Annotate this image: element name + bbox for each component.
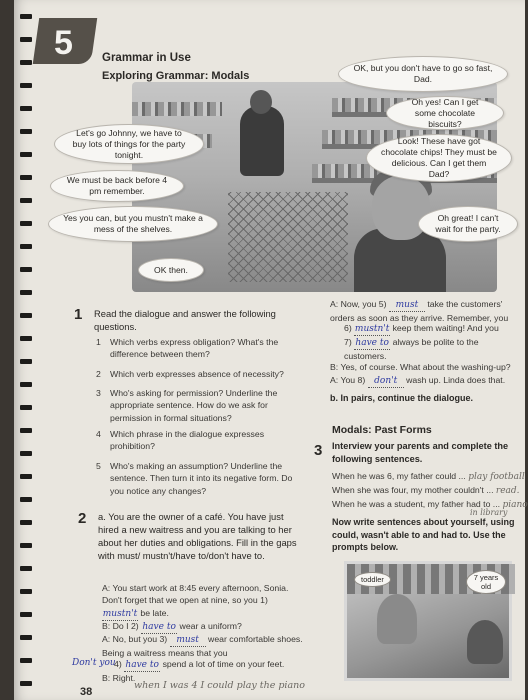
- binding-ring: [20, 244, 32, 249]
- exercise-3-number: 3: [314, 442, 323, 459]
- binding-ring: [20, 612, 32, 617]
- dialogue-line: A: No, but you 3) must wear comfortable shoes. Being a waitress means that you: [102, 634, 303, 659]
- binding-ring: [20, 290, 32, 295]
- sentence-line: When he was 6, my father could ... play football: [332, 471, 525, 482]
- binding-ring: [20, 267, 32, 272]
- exercise-2-number: 2: [78, 510, 87, 527]
- page-number: 38: [80, 686, 93, 698]
- answer-5[interactable]: must: [389, 299, 425, 312]
- exercise-1-instruction: Read the dialogue and answer the following questions.: [94, 308, 276, 332]
- dialogue-line: B: Yes, of course. What about the washing-up?: [330, 362, 511, 372]
- binding-ring: [20, 152, 32, 157]
- binding-ring: [20, 106, 32, 111]
- speech-bubble: We must be back before 4 pm remember.: [50, 170, 184, 202]
- speech-bubble: Oh great! I can't wait for the party.: [418, 206, 518, 242]
- dialogue-line: B: Right.: [102, 673, 136, 683]
- binding-ring: [20, 382, 32, 387]
- dialogue-line: A: You 8) don't wash up. Linda does that.: [330, 374, 520, 388]
- speech-bubble: Look! These have got chocolate chips! They must be delicious. Can I get them Dad?: [366, 134, 512, 182]
- binding-ring: [20, 405, 32, 410]
- answer-6[interactable]: mustn't: [354, 323, 390, 336]
- speech-bubble: Let's go Johnny, we have to buy lots of things for the party tonight.: [54, 124, 204, 164]
- margin-pencil-note: in library: [470, 508, 508, 517]
- binding-ring: [20, 14, 32, 19]
- exercise-2-instruction: a. You are the owner of a café. You have just hired a new waitress and you are talking to her about her duties and obligations. Fill in the gaps with must/ mustn't/have to/don't have to.: [98, 511, 297, 561]
- binding-ring: [20, 451, 32, 456]
- modals-heading: Modals: Past Forms: [332, 424, 432, 436]
- binding-ring: [20, 175, 32, 180]
- sentence-line: When he was a student, my father had to ... piano: [332, 499, 528, 510]
- pair-instruction: b. In pairs, continue the dialogue.: [330, 393, 474, 403]
- answer-2[interactable]: have to: [141, 621, 177, 634]
- binding-ring: [20, 681, 32, 686]
- binding-ring: [20, 474, 32, 479]
- section-title: Grammar in Use: [102, 52, 191, 64]
- binding-ring: [20, 313, 32, 318]
- textbook-page: [14, 0, 528, 700]
- shopping-cart: [228, 192, 348, 282]
- binding-ring: [20, 336, 32, 341]
- question-item: 5 Who's making an assumption? Underline the sentence. Then turn it into its negative form. Do you notice any changes?: [96, 461, 293, 496]
- answer-1[interactable]: mustn't: [102, 608, 138, 621]
- question-item: 3 Who's asking for permission? Underline the appropriate sentence. How do we ask for permission in formal situations?: [96, 388, 278, 423]
- dialogue-line: 6) mustn't keep them waiting! And you: [344, 322, 520, 336]
- section-subtitle: Exploring Grammar: Modals: [102, 70, 250, 82]
- dialogue-line: A: Now, you 5) must take the customers' orders as soon as they arrive. Remember, you: [330, 299, 509, 324]
- dialogue-line: 4) have to spend a lot of time on your feet.: [114, 658, 306, 672]
- binding-ring: [20, 589, 32, 594]
- photo-tag: toddler: [354, 572, 391, 587]
- binding-ring: [20, 428, 32, 433]
- sentence-line: When she was four, my mother couldn't ... read.: [332, 485, 520, 496]
- photo-tag: 7 years old: [466, 570, 506, 594]
- binding-ring: [20, 566, 32, 571]
- answer-4[interactable]: have to: [124, 659, 160, 672]
- answer-8[interactable]: don't: [368, 375, 404, 388]
- binding-ring: [20, 60, 32, 65]
- binding-ring: [20, 520, 32, 525]
- dialogue-line: 7) have to always be polite to the customers.: [344, 337, 479, 362]
- binding-ring: [20, 129, 32, 134]
- question-item: 1 Which verbs express obligation? What's the difference between them?: [96, 337, 279, 360]
- unit-number: 5: [54, 24, 73, 62]
- exercise-1-number: 1: [74, 306, 83, 323]
- margin-note: Don't you: [72, 658, 116, 668]
- binding-ring: [20, 221, 32, 226]
- answer-3[interactable]: must: [170, 634, 206, 647]
- speech-bubble: OK then.: [138, 258, 204, 282]
- dialogue-line: B: Do I 2) have to wear a uniform?: [102, 620, 306, 634]
- question-item: 2 Which verb expresses absence of necessity?: [96, 369, 284, 379]
- question-item: 4 Which phrase in the dialogue expresses prohibition?: [96, 429, 265, 452]
- binding-ring: [20, 83, 32, 88]
- exercise-3-prompt: Now write sentences about yourself, using could, wasn't able to and had to. Use the prompts below.: [332, 517, 515, 552]
- binding-ring: [20, 658, 32, 663]
- spiral-binding: [14, 0, 36, 700]
- binding-ring: [20, 359, 32, 364]
- binding-ring: [20, 635, 32, 640]
- speech-bubble: Yes you can, but you mustn't make a mess of the shelves.: [48, 206, 218, 242]
- binding-ring: [20, 497, 32, 502]
- binding-ring: [20, 37, 32, 42]
- speech-bubble: OK, but you don't have to go so fast, Dad.: [338, 56, 508, 92]
- exercise-3-instruction: Interview your parents and complete the following sentences.: [332, 441, 509, 464]
- binding-ring: [20, 198, 32, 203]
- pencil-note: when I was 4 I could play the piano: [134, 680, 305, 691]
- answer-7[interactable]: have to: [354, 337, 390, 350]
- father-figure: [240, 106, 284, 176]
- speech-bubble: Oh yes! Can I get some chocolate biscuits?: [386, 96, 504, 130]
- binding-ring: [20, 543, 32, 548]
- dialogue-line: A: You start work at 8:45 every afternoon, Sonia. Don't forget that we open at nine, so you 1) mustn't be late.: [102, 582, 306, 621]
